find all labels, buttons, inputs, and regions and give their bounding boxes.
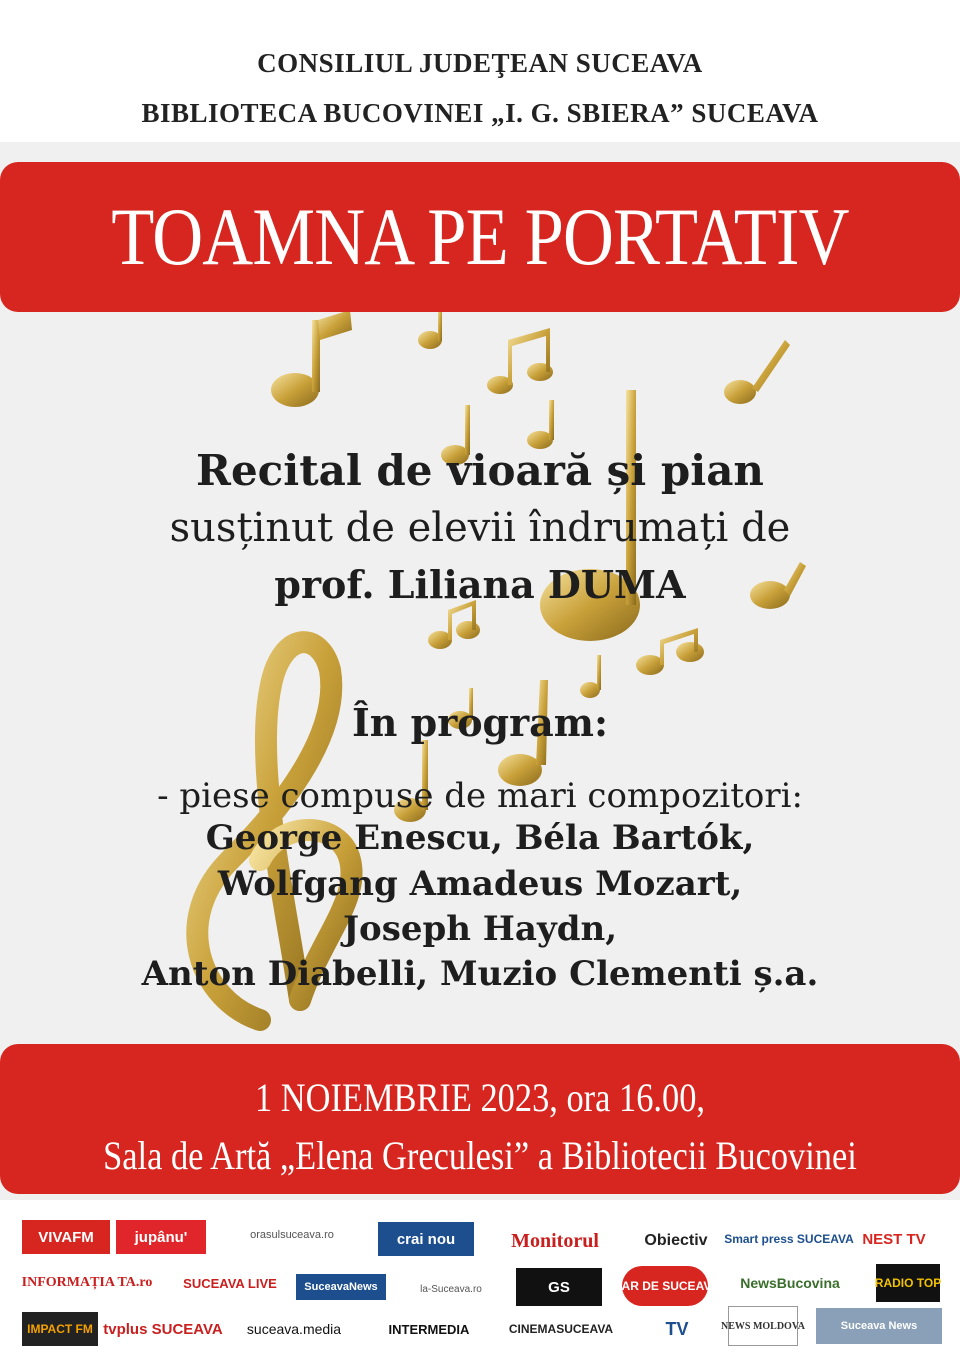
partner-logo: la-Suceava.ro [420,1283,482,1295]
composer-line: Joseph Haydn, [342,909,618,949]
music-note-icon [636,628,704,675]
header [0,0,960,142]
music-note-icon [580,655,601,698]
partner-logo: CINEMASUCEAVA [508,1322,614,1336]
recital-heading: Recital de vioară și pian [196,446,764,495]
partner-logo: jupânu' [116,1220,206,1254]
program-intro: - piese compuse de mari compozitori: [157,776,803,816]
partner-logo: SUCEAVA LIVE [183,1275,277,1291]
partner-logo: TV [665,1318,689,1339]
supported-by-text: susținut de elevii îndrumați de [169,505,791,551]
partner-logo: tvplus SUCEAVA [103,1320,223,1338]
music-note-icon [724,340,790,404]
music-note-icon [271,310,352,407]
partner-logo: IMPACT FM [22,1312,98,1346]
partner-logo: NewsBucovina [740,1275,840,1291]
music-note-icon [527,400,554,449]
music-note-icon [428,600,480,649]
composer-line: George Enescu, Béla Bartók, [205,818,755,858]
partner-logo: suceava.media [246,1321,342,1337]
partner-logo: Suceava News [816,1308,942,1344]
partner-logo: INTERMEDIA [388,1321,470,1337]
partner-logo: ZIAR DE SUCEAVA [622,1266,708,1306]
organizer-line: CONSILIUL JUDEŢEAN SUCEAVA [257,48,703,78]
partner-logo: crai nou [378,1222,474,1256]
partner-logo: SuceavaNews [296,1274,386,1300]
event-venue: Sala de Artă „Elena Greculesi” a Bibliotecii Bucovinei [103,1133,857,1178]
event-title: TOAMNA PE PORTATIV [111,191,849,282]
partner-logo: NEST TV [862,1230,926,1248]
program-heading: În program: [351,700,609,745]
music-note-icon [487,328,553,394]
partner-logo: Obiectiv [644,1232,708,1249]
partner-logo: VIVAFM [22,1220,110,1254]
partner-logo: RADIO TOP [876,1264,940,1302]
composer-line: Wolfgang Amadeus Mozart, [217,864,743,904]
partner-logo: GS [516,1268,602,1306]
media-partners [0,1200,960,1358]
partner-logo: NEWS MOLDOVA [728,1306,798,1346]
partner-logo: INFORMAȚIA TA.ro [21,1275,153,1290]
library-line: BIBLIOTECA BUCOVINEI „I. G. SBIERA” SUCEAVA [141,98,819,128]
partner-logo: Monitorul [511,1229,599,1252]
composer-line: Anton Diabelli, Muzio Clementi ș.a. [141,954,819,994]
teacher-name: prof. Liliana DUMA [274,562,686,607]
partner-logo: orasulsuceava.ro [250,1229,334,1241]
partner-logo: Smart press SUCEAVA [724,1232,854,1246]
event-datetime: 1 NOIEMBRIE 2023, ora 16.00, [254,1075,706,1120]
